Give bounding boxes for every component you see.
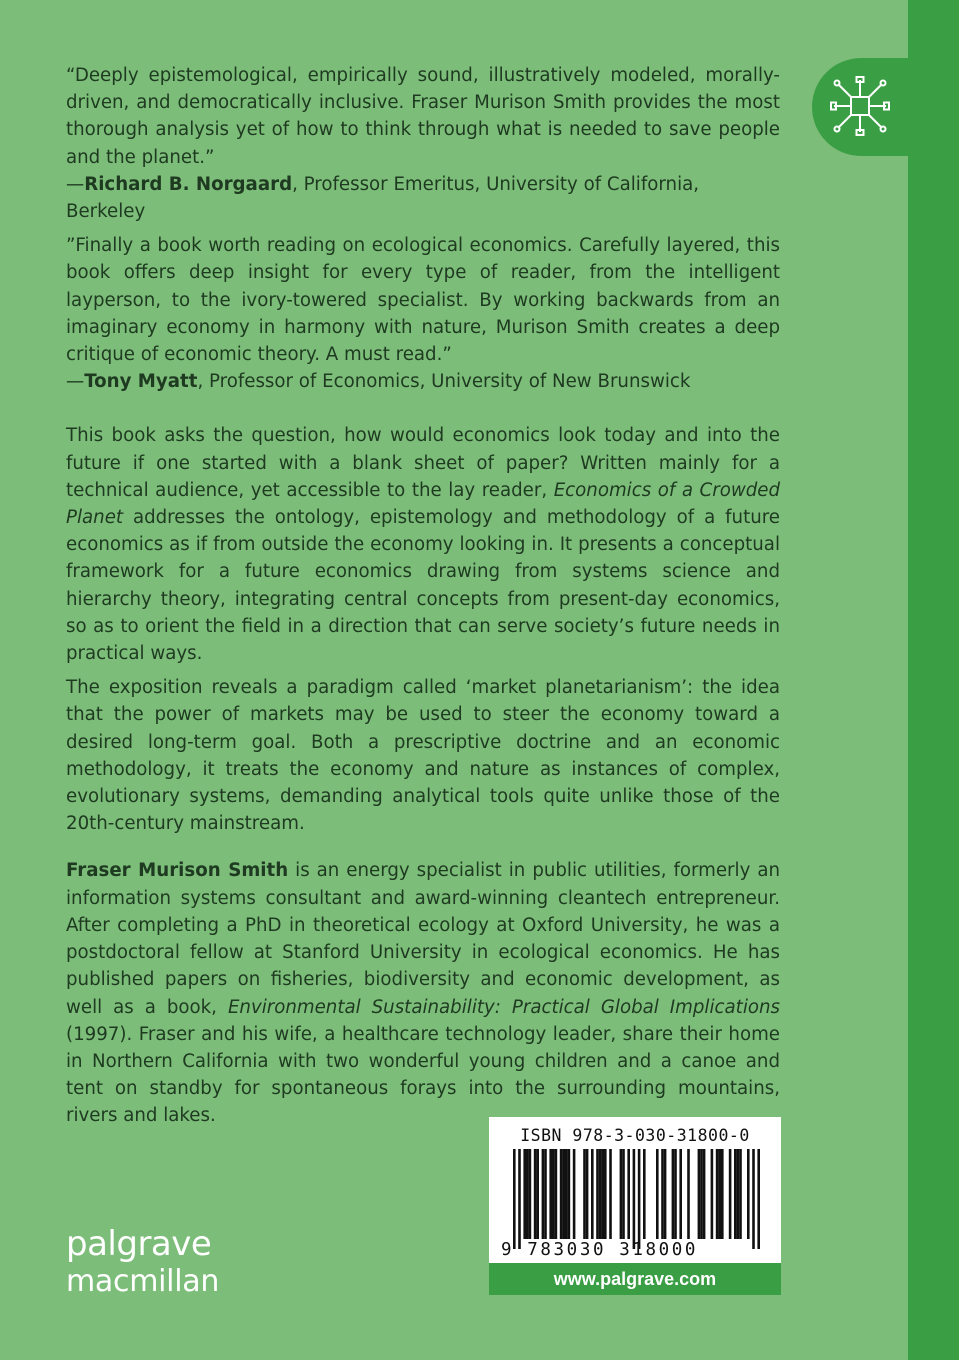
quote-2 (66, 232, 780, 368)
barcode-bar (721, 1149, 724, 1239)
quote-2-affiliation: , Professor of Economics, University of New Brunswick (197, 371, 691, 393)
barcode-bar (716, 1149, 719, 1239)
book-title: Economics of a Crowded Planet (66, 479, 780, 529)
quote-2-text: ”Finally a book worth reading on ecological economics. Carefully layered, this book offers deep insight for every type of reader, from the intelligent layperson, to the ivory-towered specialist. By working backwards from an imaginary economy in harmony with nature, Murison Smith creates a deep critique of economic theory. A must read.” (66, 235, 780, 366)
quote-1-attribution (66, 171, 780, 225)
ean-digits: 9 783030 318000 (501, 1240, 699, 1260)
barcode-bar (661, 1149, 664, 1239)
barcode-bar (679, 1149, 682, 1239)
barcode-bar (698, 1149, 701, 1239)
quote-2-attribution (66, 368, 780, 395)
logo-line-1: palgrave (66, 1224, 212, 1264)
barcode-bar (687, 1149, 690, 1239)
barcode-bar (596, 1149, 599, 1239)
author-bio (66, 857, 780, 1129)
barcode-bar (555, 1149, 558, 1239)
barcode-bar (729, 1149, 732, 1239)
blurb-1-before: This book asks the question, how would economics look today and into the future if one started with a blank sheet of paper? Written mainly for a technical audience, yet accessible to the lay reader, (66, 425, 780, 501)
barcode-bar (599, 1149, 602, 1239)
publisher-icon-tab (812, 58, 908, 156)
barcode-bar (526, 1149, 529, 1239)
back-cover-text (66, 62, 780, 1130)
network-hub-icon (830, 76, 890, 136)
barcode-bar (672, 1149, 675, 1239)
barcode-bar (638, 1149, 641, 1249)
barcode-bar (739, 1149, 742, 1239)
quote-1-text: “Deeply epistemological, empirically sound, illustratively modeled, morally-driven, and democratically inclusive. Fraser Murison Smith provides the most thorough analysis yet of how to think through what is needed to save people and the planet.” (66, 65, 780, 168)
barcode-bar (552, 1149, 555, 1239)
barcode-bar (622, 1149, 625, 1239)
quote-2-author: Tony Myatt (84, 371, 198, 393)
barcode-bar (591, 1149, 594, 1239)
publisher-logo (66, 1226, 219, 1300)
barcode-bar (609, 1149, 612, 1239)
barcode-bar (536, 1149, 539, 1239)
barcode-bar (620, 1149, 623, 1239)
barcode-bar (604, 1149, 607, 1239)
blurb-paragraph-1 (66, 422, 780, 667)
previous-book-title: Environmental Sustainability: Practical Global Implications (227, 996, 780, 1018)
quote-1-author: Richard B. Norgaard (84, 173, 293, 195)
barcode-bar (700, 1149, 703, 1239)
isbn-barcode (489, 1117, 781, 1263)
barcode-bar (534, 1149, 537, 1239)
quote-2-dash: — (66, 371, 85, 393)
author-name: Fraser Murison Smith (66, 860, 289, 882)
quote-1-affiliation: , Professor Emeritus, University of California, Berkeley (66, 173, 700, 223)
barcode-bar (568, 1149, 571, 1239)
publisher-url[interactable]: www.palgrave.com (489, 1263, 781, 1295)
quote-1-dash: — (66, 173, 85, 195)
barcode-bar (633, 1149, 636, 1249)
bio-after: (1997). Fraser and his wife, a healthcare technology leader, share their home in Northern California with two wonderful young children and a canoe and tent on standby for spontaneous forays into the surrounding mountains, rivers and lakes. (66, 1023, 780, 1127)
barcode-bar (560, 1149, 563, 1239)
barcode-bar (518, 1149, 521, 1249)
logo-line-2: macmillan (66, 1264, 220, 1299)
barcode-bar (573, 1149, 576, 1239)
barcode-bar (542, 1149, 545, 1239)
barcode-bar (757, 1149, 760, 1249)
barcode-bar (529, 1149, 532, 1239)
isbn-number: ISBN 978-3-030-31800-0 (520, 1126, 750, 1145)
book-spine (908, 0, 959, 1360)
barcode-bar (752, 1149, 755, 1249)
barcode-bar (734, 1149, 737, 1239)
barcode-bar (627, 1149, 630, 1239)
bio-before: is an energy specialist in public utilities, formerly an information systems consultant and award-winning cleantech entrepreneur. After completing a PhD in theoretical ecology at Oxford University, he was a postdoctoral fellow at Stanford University in ecological economics. He has published papers on fisheries, biodiversity and economic development, as well as a book, (66, 860, 780, 1018)
barcode-bar (583, 1149, 586, 1239)
barcode-bar (565, 1149, 568, 1239)
barcode-bar (513, 1149, 516, 1249)
barcode-bar (703, 1149, 706, 1239)
barcode-bar (718, 1149, 721, 1239)
barcode-bar (586, 1149, 589, 1239)
barcode-bars (499, 1149, 771, 1249)
blurb-1-after: addresses the ontology, epistemology and methodology of a future economics as if from outside the economy looking in. It presents a conceptual framework for a future economics drawing from systems science and hierarchy theory, integrating central concepts from present-day economics, so as to orient the field in a direction that can serve society’s future needs in practical ways. (66, 507, 780, 665)
barcode-bar (656, 1149, 659, 1239)
barcode-bar (737, 1149, 740, 1239)
quote-1 (66, 62, 780, 171)
barcode-bar (549, 1149, 552, 1239)
barcode-bar (747, 1149, 750, 1239)
barcode-bar (562, 1149, 565, 1239)
barcode-bar (711, 1149, 714, 1239)
barcode-bar (544, 1149, 547, 1239)
barcode-bar (664, 1149, 667, 1239)
barcode-bar (674, 1149, 677, 1239)
blurb-paragraph-2: The exposition reveals a paradigm called ‘market planetarianism’: the idea that the power of markets may be used to steer the economy toward a desired long-term goal. Both a prescriptive doctrine and an economic methodology, it treats the economy and nature as instances of complex, evolutionary systems, demanding analytical tools quite unlike those of the 20th-century mainstream. (66, 677, 780, 835)
barcode-bar (643, 1149, 646, 1239)
barcode-bar (601, 1149, 604, 1239)
barcode-bar (523, 1149, 526, 1239)
